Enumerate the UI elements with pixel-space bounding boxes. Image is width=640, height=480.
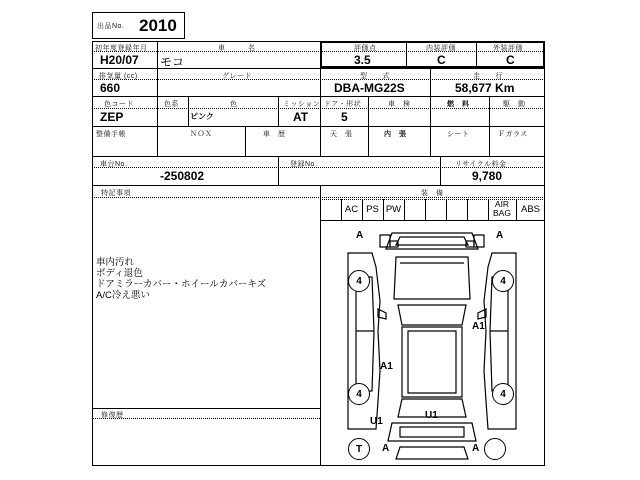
interior-trim-label: 内 張 — [384, 131, 407, 138]
car-name-label: 車 名 — [218, 45, 256, 52]
damage-mark-rear-center: U1 — [425, 410, 438, 421]
recycle-fee-value: 9,780 — [472, 169, 503, 183]
remark-line: ボディ退色 — [96, 268, 143, 279]
color-code-label: 色コード — [104, 101, 134, 108]
interior-grade-label: 内装評価 — [426, 45, 456, 52]
grade-label: グレード — [222, 73, 252, 80]
interior-grade-value: C — [437, 53, 446, 67]
exterior-grade-value: C — [506, 53, 515, 67]
seat-label: シート — [447, 131, 470, 138]
remark-line: A/C冷え悪い — [96, 290, 150, 301]
score-label: 評価点 — [354, 45, 377, 52]
transmission-label: ミッション — [283, 101, 321, 108]
remarks-text — [96, 257, 318, 301]
displacement-label: 排気量 (cc) — [99, 73, 138, 80]
fuel-label: 燃 料 — [447, 101, 470, 108]
damage-mark-right-rear-wheel: 4 — [492, 383, 514, 405]
equipment-abs: ABS — [520, 204, 540, 215]
displacement-value: 660 — [100, 81, 121, 95]
lot-number-box — [92, 12, 185, 39]
chassis-number-label: 車台No. — [100, 161, 128, 168]
damage-mark-front-right: A — [496, 230, 504, 241]
repair-history-label: 修復歴 — [101, 412, 124, 419]
lot-number-value: 2010 — [139, 16, 177, 35]
chassis-number-value: -250802 — [160, 169, 205, 183]
registration-number-label: 登録No. — [290, 161, 318, 168]
roof-lining-label: 天 張 — [330, 131, 353, 138]
score-value: 3.5 — [354, 53, 371, 67]
doors-label: ドア・形状 — [324, 101, 362, 108]
damage-mark-bottom-left: A — [382, 443, 390, 454]
equipment-pw: PW — [385, 204, 402, 215]
remark-line: ドアミラーカバー・ホイールカバーキズ — [96, 279, 267, 290]
damage-mark-right-body: A1 — [472, 321, 485, 332]
car-name-value: モコ — [160, 55, 185, 69]
bottom-right-circle-icon — [484, 438, 506, 460]
damage-mark-left-rear-wheel: 4 — [348, 383, 370, 405]
damage-mark-right-front-wheel: 4 — [492, 270, 514, 292]
transmission-value: AT — [293, 110, 309, 124]
color-system-value: ピンク — [190, 112, 214, 121]
color-label: 色 — [230, 101, 238, 108]
damage-mark-bottom-right: A — [472, 443, 480, 454]
color-system-label: 色系 — [164, 101, 179, 108]
maintenance-book-label: 整備手帳 — [96, 131, 126, 138]
lot-number-label: 出品No. — [97, 23, 125, 30]
remarks-label: 特記事項 — [101, 190, 131, 197]
mileage-label: 走 行 — [473, 73, 503, 80]
color-code-value: ZEP — [100, 110, 124, 124]
equipment-ps: PS — [366, 204, 379, 215]
damage-mark-rear-left: U1 — [370, 416, 383, 427]
damage-mark-left-front-wheel: 4 — [348, 270, 370, 292]
damage-mark-front-left: A — [356, 230, 364, 241]
reg-date-label: 初年度登録年月 — [95, 45, 148, 52]
doors-value: 5 — [341, 110, 348, 124]
reg-date-value: H20/07 — [100, 53, 139, 67]
nox-label: ＮＯＸ — [190, 131, 213, 138]
model-code-value: DBA-MG22S — [334, 81, 405, 95]
equipment-airbag: AIR BAG — [493, 199, 511, 218]
equipment-label: 装 備 — [421, 190, 444, 197]
damage-mark-bottom-t: T — [348, 438, 370, 460]
front-glass-label: Ｆガラス — [498, 131, 528, 138]
inspection-label: 車 検 — [388, 101, 411, 108]
remark-line: 車内汚れ — [96, 257, 135, 268]
mileage-value: 58,677 Km — [455, 81, 515, 95]
equipment-ac: AC — [344, 204, 359, 215]
car-damage-diagram — [320, 221, 545, 466]
model-code-label: 型 式 — [360, 73, 390, 80]
drive-label: 駆 動 — [503, 101, 526, 108]
damage-mark-left-body: A1 — [380, 361, 393, 372]
recycle-fee-label: リサイクル料金 — [455, 161, 507, 168]
exterior-grade-label: 外装評価 — [493, 45, 523, 52]
vehicle-history-label: 車 歴 — [263, 131, 286, 138]
